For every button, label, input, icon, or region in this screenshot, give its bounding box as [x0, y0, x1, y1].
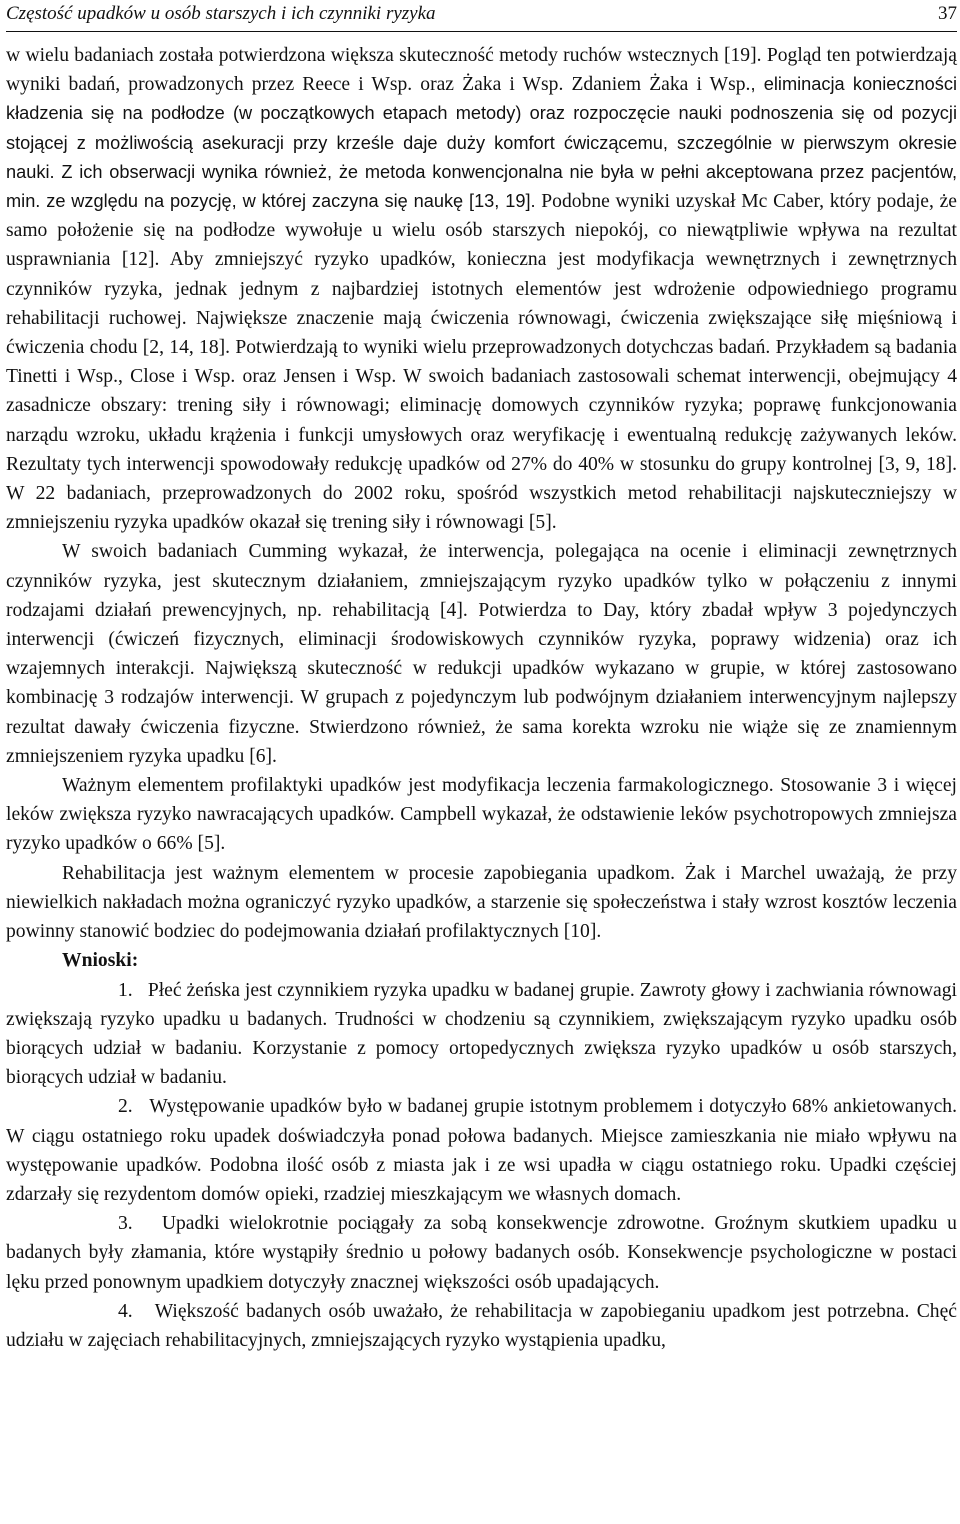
paragraph-rehabilitation-methods — [6, 41, 957, 537]
running-header — [6, 1, 957, 32]
paragraph-rehabilitation-prevention — [6, 859, 957, 947]
conclusion-text: Upadki wielokrotnie pociągały za sobą konsekwencje zdrowotne. Groźnym skutkiem upadku u badanych były złamania, które wystąpiły średnio u połowy badanych osób. Konsekwencje psychologiczne w postaci lęku przed ponownym upadkiem dotyczyły znacznej większości osób upadających. — [6, 1213, 957, 1293]
article-body — [6, 41, 957, 1355]
document-page — [6, 0, 957, 1355]
conclusion-number: 3. — [118, 1213, 133, 1235]
running-title: Częstość upadków u osób starszych i ich czynniki ryzyka — [6, 3, 436, 24]
conclusions-heading: Wnioski: — [62, 950, 139, 972]
conclusion-item — [6, 1209, 957, 1297]
conclusion-item — [6, 1092, 957, 1209]
paragraph-cumming — [6, 537, 957, 771]
conclusion-text: Występowanie upadków było w badanej grupie istotnym problemem i dotyczyło 68% ankietowanych. W ciągu ostatniego roku upadek doświadczyła ponad połowa badanych. Miejsce zamieszkania nie miało wpływu na występowanie upadków. Podobna ilość osób z miasta jak i ze wsi upadła w ciągu ostatniego roku. Upadki częściej zdarzały się rezydentom domów opieki, rzadziej mieszkającym we własnych domach. — [6, 1096, 957, 1205]
text-segment: w wielu badaniach została potwierdzona większa skuteczność metody ruchów wstecznych [19]. Pogląd ten potwierdzają wyniki badań, prowadzonych przez Reece i Wsp. oraz Żaka i Wsp. Zdaniem Żaka i Wsp. — [6, 45, 957, 96]
text-segment: , eliminacja konieczności kładzenia się na podłodze (w początkowych etapach metody) oraz rozpoczęcie nauki podnoszenia się od pozycji stojącej z możliwością asekuracji przy krześle daje duży komfort ćwiczącemu, szczególnie w pierwszym okresie nauki. Z ich obserwacji wynika również, że metoda konwencjonalna nie była w pełni akceptowana przez pacjentów, min. ze względu na pozycję, w której zaczyna się naukę [13, 19]. — [6, 74, 957, 212]
conclusion-item — [6, 1297, 957, 1355]
text-segment: Podobne wyniki uzyskał Mc Caber, który podaje, że samo położenie się na podłodze wywołuje u wielu osób starszych niepokój, co niewątpliwie wpływa na rezultat usprawniania [12]. Aby zmniejszyć ryzyko upadków, konieczna jest modyfikacja wewnętrznych i zewnętrznych czynników ryzyka, jednak jednym z najbardziej istotnych elementów jest wdrożenie odpowiedniego programu rehabilitacji ruchowej. Największe znaczenie mają ćwiczenia równowagi, ćwiczenia zwiększające siłę mięśniową i ćwiczenia chodu [2, 14, 18]. Potwierdzają to wyniki wielu przeprowadzonych dotychczas badań. Przykładem są badania Tinetti i Wsp., Close i Wsp. oraz Jensen i Wsp. W swoich badaniach zastosowali schemat interwencji, obejmujący 4 zasadnicze obszary: trening siły i równowagi; eliminację domowych czynników ryzyka; poprawę funkcjonowania narządu wzroku, układu krążenia i funkcji umysłowych oraz weryfikację i ewentualną redukcję zażywanych leków. Rezultaty tych interwencji spowodowały redukcję upadków od 27% do 40% w stosunku do grupy kontrolnej [3, 9, 18]. W 22 badaniach, przeprowadzonych do 2002 roku, spośród wszystkich metod rehabilitacji najskuteczniejszy w zmniejszeniu ryzyka upadków okazał się trening siły i równowagi [5]. — [6, 191, 957, 534]
conclusion-text: Płeć żeńska jest czynnikiem ryzyka upadku w badanej grupie. Zawroty głowy i zachwiania równowagi zwiększają ryzyko upadku u badanych. Trudności w chodzeniu są czynnikiem, zwiększającym ryzyko upadku osób biorących udział w badaniu. Korzystanie z pomocy ortopedycznych zwiększa ryzyko upadków u osób starszych, biorących udział w badaniu. — [6, 979, 957, 1089]
paragraph-pharmacology — [6, 771, 957, 859]
text-segment: Ważnym elementem profilaktyki upadków jest modyfikacja leczenia farmakologicznego. Stosowanie 3 i więcej leków zwiększa ryzyko nawracających upadków. Campbell wykazał, że odstawienie leków psychotropowych zmniejsza ryzyko upadków o 66% [5]. — [6, 775, 957, 855]
conclusion-number: 2. — [118, 1096, 133, 1118]
conclusion-item — [6, 976, 957, 1093]
text-segment: W swoich badaniach Cumming wykazał, że interwencja, polegająca na ocenie i eliminacji zewnętrznych czynników ryzyka, jest skutecznym działaniem, zmniejszającym ryzyko upadków tylko w połączeniu z innymi rodzajami działań prewencyjnych, np. rehabilitacją [4]. Potwierdza to Day, który zbadał wpływ 3 pojedynczych interwencji (ćwiczeń fizycznych, eliminacji środowiskowych czynników ryzyka, poprawy widzenia) oraz ich wzajemnych interakcji. Największą skuteczność w redukcji upadków wykazano w grupie, w której zastosowano kombinację 3 rodzajów interwencji. W grupach z pojedynczym lub podwójnym działaniem interwencyjnym najlepszy rezultat dawały ćwiczenia fizyczne. Stwierdzono również, że sama korekta wzroku nie wiąże się ze znamiennym zmniejszeniem ryzyka upadku [6]. — [6, 541, 957, 767]
page-number: 37 — [938, 3, 957, 24]
conclusion-text: Większość badanych osób uważało, że rehabilitacja w zapobieganiu upadkom jest potrzebna. Chęć udziału w zajęciach rehabilitacyjnych, zmniejszających ryzyko wystąpienia upadku, — [6, 1300, 957, 1351]
conclusion-number: 4. — [118, 1300, 133, 1322]
text-segment: Rehabilitacja jest ważnym elementem w procesie zapobiegania upadkom. Żak i Marchel uważają, że przy niewielkich nakładach można ograniczyć ryzyko upadków, a starzenie się społeczeństwa i stały wzrost kosztów leczenia powinny stanowić bodziec do podejmowania działań profilaktycznych [10]. — [6, 862, 957, 943]
conclusion-number: 1. — [118, 979, 133, 1001]
